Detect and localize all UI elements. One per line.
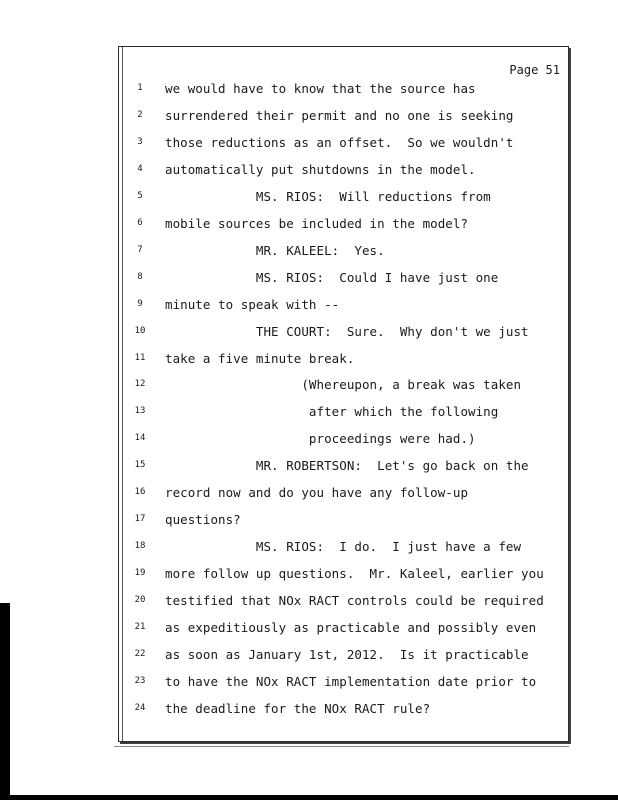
page-bottom-rule <box>120 741 570 743</box>
line-number: 24 <box>134 702 146 713</box>
transcript-line <box>119 270 568 290</box>
line-number: 20 <box>134 595 146 606</box>
page-number: Page 51 <box>509 63 560 77</box>
line-number: 14 <box>134 433 146 444</box>
transcript-line <box>119 458 568 478</box>
transcript-line <box>119 647 568 667</box>
line-number: 21 <box>134 622 146 632</box>
line-text: the deadline for the NOx RACT rule? <box>165 700 431 716</box>
line-number: 18 <box>134 541 146 552</box>
line-text: questions? <box>165 512 241 528</box>
transcript-line <box>119 674 568 694</box>
transcript-page <box>118 46 569 742</box>
line-number: 6 <box>137 217 143 228</box>
transcript-line <box>119 297 568 317</box>
line-text: more follow up questions. Mr. Kaleel, earlier you <box>165 566 544 582</box>
line-text: (Whereupon, a break was taken <box>165 377 522 393</box>
line-number: 9 <box>137 298 143 309</box>
line-number: 5 <box>137 190 143 201</box>
line-text: MR. ROBERTSON: Let's go back on the <box>165 458 529 474</box>
line-number: 3 <box>137 136 143 147</box>
transcript-line <box>119 81 568 101</box>
line-text: mobile sources be included in the model? <box>165 215 469 231</box>
line-text: take a five minute break. <box>165 350 355 366</box>
line-text: to have the NOx RACT implementation date prior to <box>165 673 537 689</box>
transcript-line <box>119 108 568 128</box>
line-text: MS. RIOS: I do. I just have a few <box>165 539 522 555</box>
scan-edge-bottom <box>0 795 618 800</box>
line-text: record now and do you have any follow-up <box>165 485 469 501</box>
line-text: surrendered their permit and no one is seeking <box>165 107 514 123</box>
transcript-line <box>119 351 568 371</box>
line-number: 12 <box>134 379 146 390</box>
line-text: as soon as January 1st, 2012. Is it practicable <box>165 646 529 662</box>
line-text: testified that NOx RACT controls could be required <box>165 593 544 609</box>
line-text: MR. KALEEL: Yes. <box>165 242 385 258</box>
line-number: 19 <box>134 568 146 579</box>
transcript-line <box>119 216 568 236</box>
transcript-line <box>119 512 568 532</box>
line-number: 23 <box>134 675 146 686</box>
line-number: 13 <box>134 406 146 417</box>
line-text: minute to speak with -- <box>165 296 340 312</box>
line-text: those reductions as an offset. So we wouldn't <box>165 134 514 150</box>
line-number: 1 <box>137 83 143 93</box>
line-text: MS. RIOS: Will reductions from <box>165 188 491 204</box>
line-text: MS. RIOS: Could I have just one <box>165 269 499 285</box>
line-text: as expeditiously as practicable and possibly even <box>165 620 537 635</box>
line-number: 11 <box>134 352 146 363</box>
transcript-line <box>119 539 568 559</box>
transcript-line <box>119 593 568 613</box>
transcript-line <box>119 431 568 451</box>
line-number: 4 <box>137 163 143 174</box>
line-number: 2 <box>137 109 143 120</box>
transcript-line <box>119 377 568 397</box>
transcript-line <box>119 620 568 640</box>
transcript-line <box>119 485 568 505</box>
line-number: 10 <box>134 325 146 336</box>
transcript-line <box>119 243 568 263</box>
transcript-line <box>119 701 568 721</box>
line-number: 8 <box>137 271 143 282</box>
transcript-line <box>119 404 568 424</box>
line-number: 15 <box>134 460 146 471</box>
line-number: 7 <box>137 244 143 255</box>
transcript-line <box>119 189 568 209</box>
line-text: proceedings were had.) <box>165 431 476 447</box>
page-bottom-rule-secondary <box>114 746 569 747</box>
transcript-line <box>119 324 568 344</box>
transcript-line <box>119 566 568 586</box>
line-number: 16 <box>134 487 146 498</box>
transcript-line <box>119 162 568 182</box>
line-number: 22 <box>134 648 146 659</box>
scan-edge-left <box>0 603 10 800</box>
line-number: 17 <box>134 514 146 525</box>
line-text: we would have to know that the source has <box>165 81 476 96</box>
line-text: automatically put shutdowns in the model. <box>165 161 476 177</box>
line-text: after which the following <box>165 404 499 420</box>
transcript-line <box>119 135 568 155</box>
line-text: THE COURT: Sure. Why don't we just <box>165 323 529 339</box>
